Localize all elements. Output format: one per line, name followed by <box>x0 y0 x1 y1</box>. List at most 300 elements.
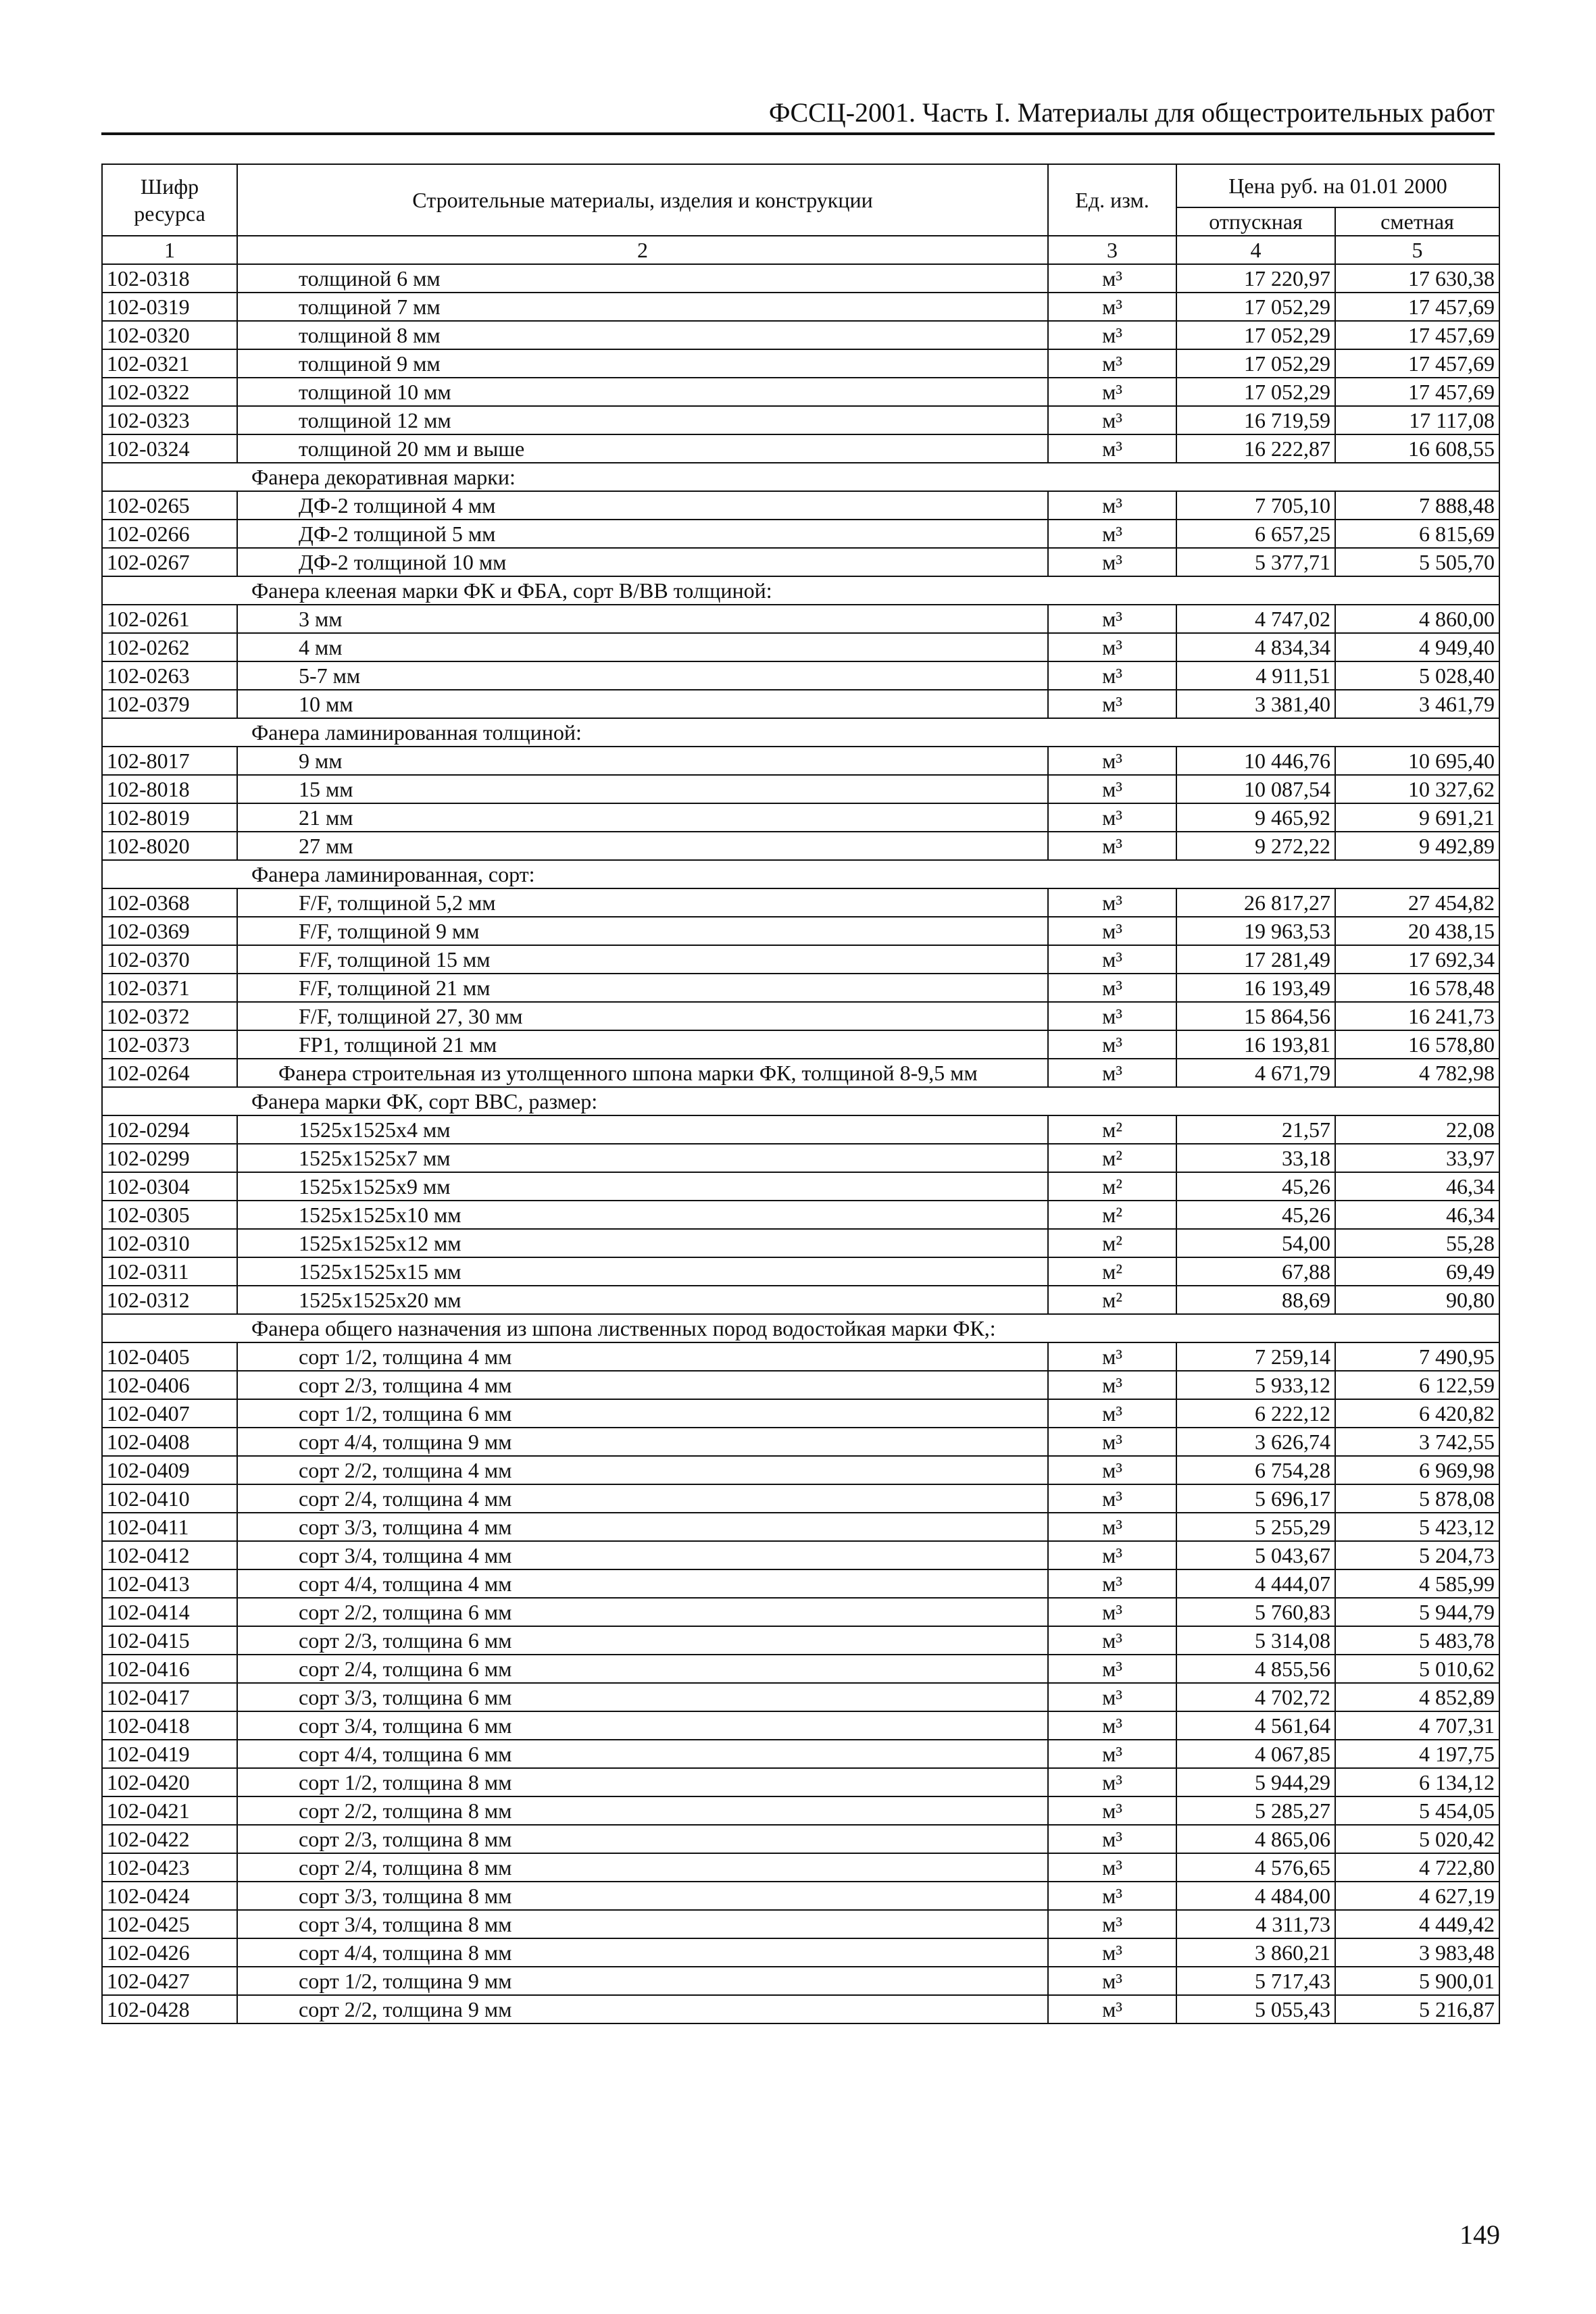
unit-cell: м³ <box>1048 888 1176 917</box>
resource-code: 102-0321 <box>102 349 237 378</box>
estimate-price: 16 608,55 <box>1335 434 1499 463</box>
unit-cell: м³ <box>1048 1059 1176 1087</box>
table-row <box>102 803 1499 832</box>
release-price: 16 719,59 <box>1176 406 1335 434</box>
estimate-price: 17 117,08 <box>1335 406 1499 434</box>
estimate-price: 69,49 <box>1335 1257 1499 1286</box>
resource-code: 102-0264 <box>102 1059 237 1087</box>
table-row <box>102 605 1499 633</box>
resource-code: 102-0267 <box>102 548 237 576</box>
table-row <box>102 1853 1499 1882</box>
resource-code: 102-0425 <box>102 1910 237 1938</box>
unit-cell: м² <box>1048 1201 1176 1229</box>
resource-code: 102-0294 <box>102 1115 237 1144</box>
estimate-price: 17 457,69 <box>1335 321 1499 349</box>
unit-cell: м³ <box>1048 378 1176 406</box>
table-row <box>102 917 1499 945</box>
material-name: 21 мм <box>237 803 1048 832</box>
table-row <box>102 1144 1499 1172</box>
unit-cell: м³ <box>1048 1796 1176 1825</box>
resource-code: 102-0312 <box>102 1286 237 1314</box>
unit-cell: м³ <box>1048 1002 1176 1030</box>
unit-cell: м³ <box>1048 1484 1176 1513</box>
unit-cell: м³ <box>1048 1371 1176 1399</box>
unit-cell: м³ <box>1048 1882 1176 1910</box>
release-price: 5 944,29 <box>1176 1768 1335 1796</box>
estimate-price: 17 457,69 <box>1335 293 1499 321</box>
estimate-price: 46,34 <box>1335 1201 1499 1229</box>
release-price: 16 193,49 <box>1176 974 1335 1002</box>
unit-cell: м³ <box>1048 633 1176 661</box>
estimate-price: 7 490,95 <box>1335 1342 1499 1371</box>
estimate-price: 5 010,62 <box>1335 1655 1499 1683</box>
release-price: 17 052,29 <box>1176 378 1335 406</box>
material-name: сорт 2/2, толщина 4 мм <box>237 1456 1048 1484</box>
table-row <box>102 321 1499 349</box>
estimate-price: 17 692,34 <box>1335 945 1499 974</box>
resource-code: 102-8019 <box>102 803 237 832</box>
material-name: сорт 4/4, толщина 4 мм <box>237 1569 1048 1598</box>
release-price: 67,88 <box>1176 1257 1335 1286</box>
material-name: сорт 2/4, толщина 4 мм <box>237 1484 1048 1513</box>
estimate-price: 4 707,31 <box>1335 1711 1499 1740</box>
unit-cell: м³ <box>1048 690 1176 718</box>
release-price: 45,26 <box>1176 1172 1335 1201</box>
resource-code: 102-0424 <box>102 1882 237 1910</box>
table-row <box>102 1995 1499 2023</box>
estimate-price: 6 969,98 <box>1335 1456 1499 1484</box>
estimate-price: 5 423,12 <box>1335 1513 1499 1541</box>
table-row <box>102 1569 1499 1598</box>
table-row <box>102 1740 1499 1768</box>
resource-code: 102-0405 <box>102 1342 237 1371</box>
release-price: 5 255,29 <box>1176 1513 1335 1541</box>
table-row <box>102 1882 1499 1910</box>
resource-code: 102-0318 <box>102 264 237 293</box>
release-price: 4 834,34 <box>1176 633 1335 661</box>
table-row <box>102 491 1499 520</box>
release-price: 3 381,40 <box>1176 690 1335 718</box>
release-price: 16 193,81 <box>1176 1030 1335 1059</box>
material-name: сорт 1/2, толщина 6 мм <box>237 1399 1048 1428</box>
resource-code: 102-8018 <box>102 775 237 803</box>
resource-code: 102-0304 <box>102 1172 237 1201</box>
estimate-price: 17 630,38 <box>1335 264 1499 293</box>
material-name: ДФ-2 толщиной 4 мм <box>237 491 1048 520</box>
section-title: Фанера ламинированная толщиной: <box>102 718 1499 747</box>
estimate-price: 46,34 <box>1335 1172 1499 1201</box>
unit-cell: м³ <box>1048 491 1176 520</box>
estimate-price: 16 578,48 <box>1335 974 1499 1002</box>
unit-cell: м³ <box>1048 1655 1176 1683</box>
estimate-price: 5 216,87 <box>1335 1995 1499 2023</box>
release-price: 88,69 <box>1176 1286 1335 1314</box>
unit-cell: м³ <box>1048 945 1176 974</box>
unit-cell: м³ <box>1048 1399 1176 1428</box>
document-title: ФССЦ-2001. Часть I. Материалы для общестроительных работ <box>768 97 1495 128</box>
release-price: 5 285,27 <box>1176 1796 1335 1825</box>
material-name: 4 мм <box>237 633 1048 661</box>
table-row <box>102 747 1499 775</box>
table-row <box>102 293 1499 321</box>
resource-code: 102-0323 <box>102 406 237 434</box>
material-name: 15 мм <box>237 775 1048 803</box>
material-name: Фанера строительная из утолщенного шпона марки ФК, толщиной 8-9,5 мм <box>237 1059 1048 1087</box>
material-name: ДФ-2 толщиной 5 мм <box>237 520 1048 548</box>
header-name: Строительные материалы, изделия и конструкции <box>237 164 1048 236</box>
unit-cell: м³ <box>1048 605 1176 633</box>
material-name: толщиной 6 мм <box>237 264 1048 293</box>
estimate-price: 16 578,80 <box>1335 1030 1499 1059</box>
table-row <box>102 633 1499 661</box>
header-code: Шифр ресурса <box>102 164 237 236</box>
unit-cell: м³ <box>1048 1626 1176 1655</box>
estimate-price: 6 420,82 <box>1335 1399 1499 1428</box>
unit-cell: м³ <box>1048 1598 1176 1626</box>
release-price: 9 465,92 <box>1176 803 1335 832</box>
table-row <box>102 548 1499 576</box>
estimate-price: 10 327,62 <box>1335 775 1499 803</box>
material-name: толщиной 8 мм <box>237 321 1048 349</box>
column-number: 4 <box>1176 236 1335 264</box>
estimate-price: 5 483,78 <box>1335 1626 1499 1655</box>
unit-cell: м³ <box>1048 434 1176 463</box>
unit-cell: м³ <box>1048 1456 1176 1484</box>
resource-code: 102-0266 <box>102 520 237 548</box>
material-name: 27 мм <box>237 832 1048 860</box>
section-row <box>102 1314 1499 1342</box>
table-row <box>102 1201 1499 1229</box>
header-release-price: отпускная <box>1176 207 1335 236</box>
unit-cell: м³ <box>1048 1853 1176 1882</box>
material-name: сорт 3/3, толщина 8 мм <box>237 1882 1048 1910</box>
unit-cell: м³ <box>1048 1428 1176 1456</box>
table-row <box>102 1626 1499 1655</box>
release-price: 4 484,00 <box>1176 1882 1335 1910</box>
unit-cell: м³ <box>1048 321 1176 349</box>
material-name: сорт 2/2, толщина 8 мм <box>237 1796 1048 1825</box>
material-name: F/F, толщиной 15 мм <box>237 945 1048 974</box>
material-name: сорт 2/4, толщина 6 мм <box>237 1655 1048 1683</box>
table-row <box>102 1513 1499 1541</box>
estimate-price: 3 983,48 <box>1335 1938 1499 1967</box>
material-name: сорт 3/4, толщина 4 мм <box>237 1541 1048 1569</box>
resource-code: 102-0373 <box>102 1030 237 1059</box>
estimate-price: 4 722,80 <box>1335 1853 1499 1882</box>
release-price: 17 052,29 <box>1176 321 1335 349</box>
estimate-price: 7 888,48 <box>1335 491 1499 520</box>
estimate-price: 16 241,73 <box>1335 1002 1499 1030</box>
table-row <box>102 1456 1499 1484</box>
estimate-price: 5 900,01 <box>1335 1967 1499 1995</box>
material-name: толщиной 10 мм <box>237 378 1048 406</box>
material-name: сорт 2/2, толщина 9 мм <box>237 1995 1048 2023</box>
table-row <box>102 690 1499 718</box>
section-row <box>102 576 1499 605</box>
resource-code: 102-0262 <box>102 633 237 661</box>
release-price: 5 055,43 <box>1176 1995 1335 2023</box>
estimate-price: 10 695,40 <box>1335 747 1499 775</box>
table-row <box>102 1257 1499 1286</box>
release-price: 3 860,21 <box>1176 1938 1335 1967</box>
material-name: сорт 2/3, толщина 4 мм <box>237 1371 1048 1399</box>
table-row <box>102 1428 1499 1456</box>
release-price: 45,26 <box>1176 1201 1335 1229</box>
table-row <box>102 974 1499 1002</box>
unit-cell: м² <box>1048 1229 1176 1257</box>
table-row <box>102 1059 1499 1087</box>
release-price: 4 911,51 <box>1176 661 1335 690</box>
table-row <box>102 1286 1499 1314</box>
table-row <box>102 1172 1499 1201</box>
estimate-price: 9 691,21 <box>1335 803 1499 832</box>
estimate-price: 22,08 <box>1335 1115 1499 1144</box>
release-price: 3 626,74 <box>1176 1428 1335 1456</box>
unit-cell: м³ <box>1048 1995 1176 2023</box>
release-price: 4 067,85 <box>1176 1740 1335 1768</box>
release-price: 4 702,72 <box>1176 1683 1335 1711</box>
unit-cell: м² <box>1048 1257 1176 1286</box>
section-row <box>102 1087 1499 1115</box>
estimate-price: 4 449,42 <box>1335 1910 1499 1938</box>
resource-code: 102-0418 <box>102 1711 237 1740</box>
material-name: сорт 4/4, толщина 6 мм <box>237 1740 1048 1768</box>
material-name: F/F, толщиной 9 мм <box>237 917 1048 945</box>
estimate-price: 4 585,99 <box>1335 1569 1499 1598</box>
material-name: 3 мм <box>237 605 1048 633</box>
release-price: 21,57 <box>1176 1115 1335 1144</box>
unit-cell: м³ <box>1048 1541 1176 1569</box>
resource-code: 102-0305 <box>102 1201 237 1229</box>
release-price: 6 222,12 <box>1176 1399 1335 1428</box>
table-row <box>102 264 1499 293</box>
material-name: сорт 3/3, толщина 6 мм <box>237 1683 1048 1711</box>
release-price: 54,00 <box>1176 1229 1335 1257</box>
resource-code: 102-0368 <box>102 888 237 917</box>
table-row <box>102 1484 1499 1513</box>
release-price: 4 747,02 <box>1176 605 1335 633</box>
resource-code: 102-0379 <box>102 690 237 718</box>
estimate-price: 20 438,15 <box>1335 917 1499 945</box>
material-name: 1525х1525х12 мм <box>237 1229 1048 1257</box>
resource-code: 102-0417 <box>102 1683 237 1711</box>
estimate-price: 6 134,12 <box>1335 1768 1499 1796</box>
material-name: 9 мм <box>237 747 1048 775</box>
unit-cell: м³ <box>1048 832 1176 860</box>
material-name: сорт 3/4, толщина 8 мм <box>237 1910 1048 1938</box>
resource-code: 102-0414 <box>102 1598 237 1626</box>
release-price: 16 222,87 <box>1176 434 1335 463</box>
section-row <box>102 860 1499 888</box>
resource-code: 102-0371 <box>102 974 237 1002</box>
resource-code: 102-8020 <box>102 832 237 860</box>
material-name: 1525х1525х7 мм <box>237 1144 1048 1172</box>
estimate-price: 5 505,70 <box>1335 548 1499 576</box>
resource-code: 102-0419 <box>102 1740 237 1768</box>
estimate-price: 6 815,69 <box>1335 520 1499 548</box>
unit-cell: м³ <box>1048 803 1176 832</box>
estimate-price: 4 197,75 <box>1335 1740 1499 1768</box>
unit-cell: м³ <box>1048 1967 1176 1995</box>
table-row <box>102 1115 1499 1144</box>
material-name: 5-7 мм <box>237 661 1048 690</box>
material-name: сорт 3/3, толщина 4 мм <box>237 1513 1048 1541</box>
release-price: 5 760,83 <box>1176 1598 1335 1626</box>
page-number: 149 <box>1460 2219 1500 2250</box>
estimate-price: 4 949,40 <box>1335 633 1499 661</box>
unit-cell: м³ <box>1048 1030 1176 1059</box>
table-row <box>102 1371 1499 1399</box>
resource-code: 102-0426 <box>102 1938 237 1967</box>
material-name: F/F, толщиной 21 мм <box>237 974 1048 1002</box>
unit-cell: м³ <box>1048 406 1176 434</box>
material-name: сорт 1/2, толщина 9 мм <box>237 1967 1048 1995</box>
table-row <box>102 1030 1499 1059</box>
unit-cell: м³ <box>1048 520 1176 548</box>
unit-cell: м³ <box>1048 548 1176 576</box>
table-row <box>102 1711 1499 1740</box>
release-price: 6 657,25 <box>1176 520 1335 548</box>
resource-code: 102-0423 <box>102 1853 237 1882</box>
table-header <box>102 164 1499 264</box>
estimate-price: 5 878,08 <box>1335 1484 1499 1513</box>
unit-cell: м³ <box>1048 1342 1176 1371</box>
release-price: 5 314,08 <box>1176 1626 1335 1655</box>
column-number-row <box>102 236 1499 264</box>
release-price: 5 043,67 <box>1176 1541 1335 1569</box>
material-name: сорт 2/3, толщина 6 мм <box>237 1626 1048 1655</box>
release-price: 33,18 <box>1176 1144 1335 1172</box>
table-row <box>102 349 1499 378</box>
resource-code: 102-0265 <box>102 491 237 520</box>
resource-code: 102-0416 <box>102 1655 237 1683</box>
table-row <box>102 1796 1499 1825</box>
unit-cell: м² <box>1048 1144 1176 1172</box>
estimate-price: 4 860,00 <box>1335 605 1499 633</box>
table-body <box>102 264 1499 2023</box>
material-name: сорт 2/2, толщина 6 мм <box>237 1598 1048 1626</box>
estimate-price: 55,28 <box>1335 1229 1499 1257</box>
table-row <box>102 406 1499 434</box>
material-name: 1525х1525х9 мм <box>237 1172 1048 1201</box>
unit-cell: м³ <box>1048 1513 1176 1541</box>
table-row <box>102 832 1499 860</box>
material-name: толщиной 9 мм <box>237 349 1048 378</box>
estimate-price: 3 742,55 <box>1335 1428 1499 1456</box>
resource-code: 102-0409 <box>102 1456 237 1484</box>
resource-code: 102-0407 <box>102 1399 237 1428</box>
estimate-price: 5 204,73 <box>1335 1541 1499 1569</box>
resource-code: 102-0428 <box>102 1995 237 2023</box>
resource-code: 102-0410 <box>102 1484 237 1513</box>
column-number: 3 <box>1048 236 1176 264</box>
estimate-price: 4 782,98 <box>1335 1059 1499 1087</box>
section-row <box>102 463 1499 491</box>
resource-code: 102-0427 <box>102 1967 237 1995</box>
release-price: 10 087,54 <box>1176 775 1335 803</box>
material-name: 1525х1525х4 мм <box>237 1115 1048 1144</box>
resource-code: 102-0411 <box>102 1513 237 1541</box>
material-name: сорт 2/4, толщина 8 мм <box>237 1853 1048 1882</box>
table-row <box>102 945 1499 974</box>
release-price: 4 865,06 <box>1176 1825 1335 1853</box>
resource-code: 102-0263 <box>102 661 237 690</box>
unit-cell: м³ <box>1048 349 1176 378</box>
table-row <box>102 1541 1499 1569</box>
resource-code: 102-0320 <box>102 321 237 349</box>
unit-cell: м³ <box>1048 661 1176 690</box>
resource-code: 102-0415 <box>102 1626 237 1655</box>
table-row <box>102 1910 1499 1938</box>
material-name: 1525х1525х15 мм <box>237 1257 1048 1286</box>
header-price: Цена руб. на 01.01 2000 <box>1176 164 1499 207</box>
material-name: ДФ-2 толщиной 10 мм <box>237 548 1048 576</box>
estimate-price: 27 454,82 <box>1335 888 1499 917</box>
resource-code: 102-0311 <box>102 1257 237 1286</box>
material-name: толщиной 12 мм <box>237 406 1048 434</box>
header-unit: Ед. изм. <box>1048 164 1176 236</box>
unit-cell: м³ <box>1048 1569 1176 1598</box>
estimate-price: 5 454,05 <box>1335 1796 1499 1825</box>
resource-code: 102-0372 <box>102 1002 237 1030</box>
resource-code: 102-0319 <box>102 293 237 321</box>
release-price: 5 696,17 <box>1176 1484 1335 1513</box>
unit-cell: м³ <box>1048 974 1176 1002</box>
unit-cell: м² <box>1048 1115 1176 1144</box>
unit-cell: м³ <box>1048 917 1176 945</box>
section-title: Фанера клееная марки ФК и ФБА, сорт В/ВВ толщиной: <box>102 576 1499 605</box>
section-title: Фанера общего назначения из шпона лиственных пород водостойкая марки ФК,: <box>102 1314 1499 1342</box>
release-price: 17 281,49 <box>1176 945 1335 974</box>
release-price: 15 864,56 <box>1176 1002 1335 1030</box>
column-number: 1 <box>102 236 237 264</box>
section-title: Фанера декоративная марки: <box>102 463 1499 491</box>
table-row <box>102 1002 1499 1030</box>
unit-cell: м³ <box>1048 264 1176 293</box>
material-name: 10 мм <box>237 690 1048 718</box>
release-price: 4 671,79 <box>1176 1059 1335 1087</box>
resource-code: 102-0412 <box>102 1541 237 1569</box>
resource-code: 102-0310 <box>102 1229 237 1257</box>
estimate-price: 9 492,89 <box>1335 832 1499 860</box>
release-price: 5 377,71 <box>1176 548 1335 576</box>
section-title: Фанера ламинированная, сорт: <box>102 860 1499 888</box>
estimate-price: 4 852,89 <box>1335 1683 1499 1711</box>
estimate-price: 5 028,40 <box>1335 661 1499 690</box>
release-price: 4 561,64 <box>1176 1711 1335 1740</box>
material-name: 1525х1525х20 мм <box>237 1286 1048 1314</box>
resource-code: 102-0261 <box>102 605 237 633</box>
table-row <box>102 1967 1499 1995</box>
release-price: 5 717,43 <box>1176 1967 1335 1995</box>
table-row <box>102 1768 1499 1796</box>
unit-cell: м³ <box>1048 1768 1176 1796</box>
table-row <box>102 1598 1499 1626</box>
table-row <box>102 1342 1499 1371</box>
resource-code: 102-0406 <box>102 1371 237 1399</box>
release-price: 6 754,28 <box>1176 1456 1335 1484</box>
resource-code: 102-0324 <box>102 434 237 463</box>
release-price: 4 311,73 <box>1176 1910 1335 1938</box>
unit-cell: м³ <box>1048 1740 1176 1768</box>
unit-cell: м³ <box>1048 1938 1176 1967</box>
estimate-price: 17 457,69 <box>1335 378 1499 406</box>
material-name: толщиной 20 мм и выше <box>237 434 1048 463</box>
resource-code: 102-0408 <box>102 1428 237 1456</box>
section-row <box>102 718 1499 747</box>
resource-code: 102-0413 <box>102 1569 237 1598</box>
unit-cell: м³ <box>1048 293 1176 321</box>
